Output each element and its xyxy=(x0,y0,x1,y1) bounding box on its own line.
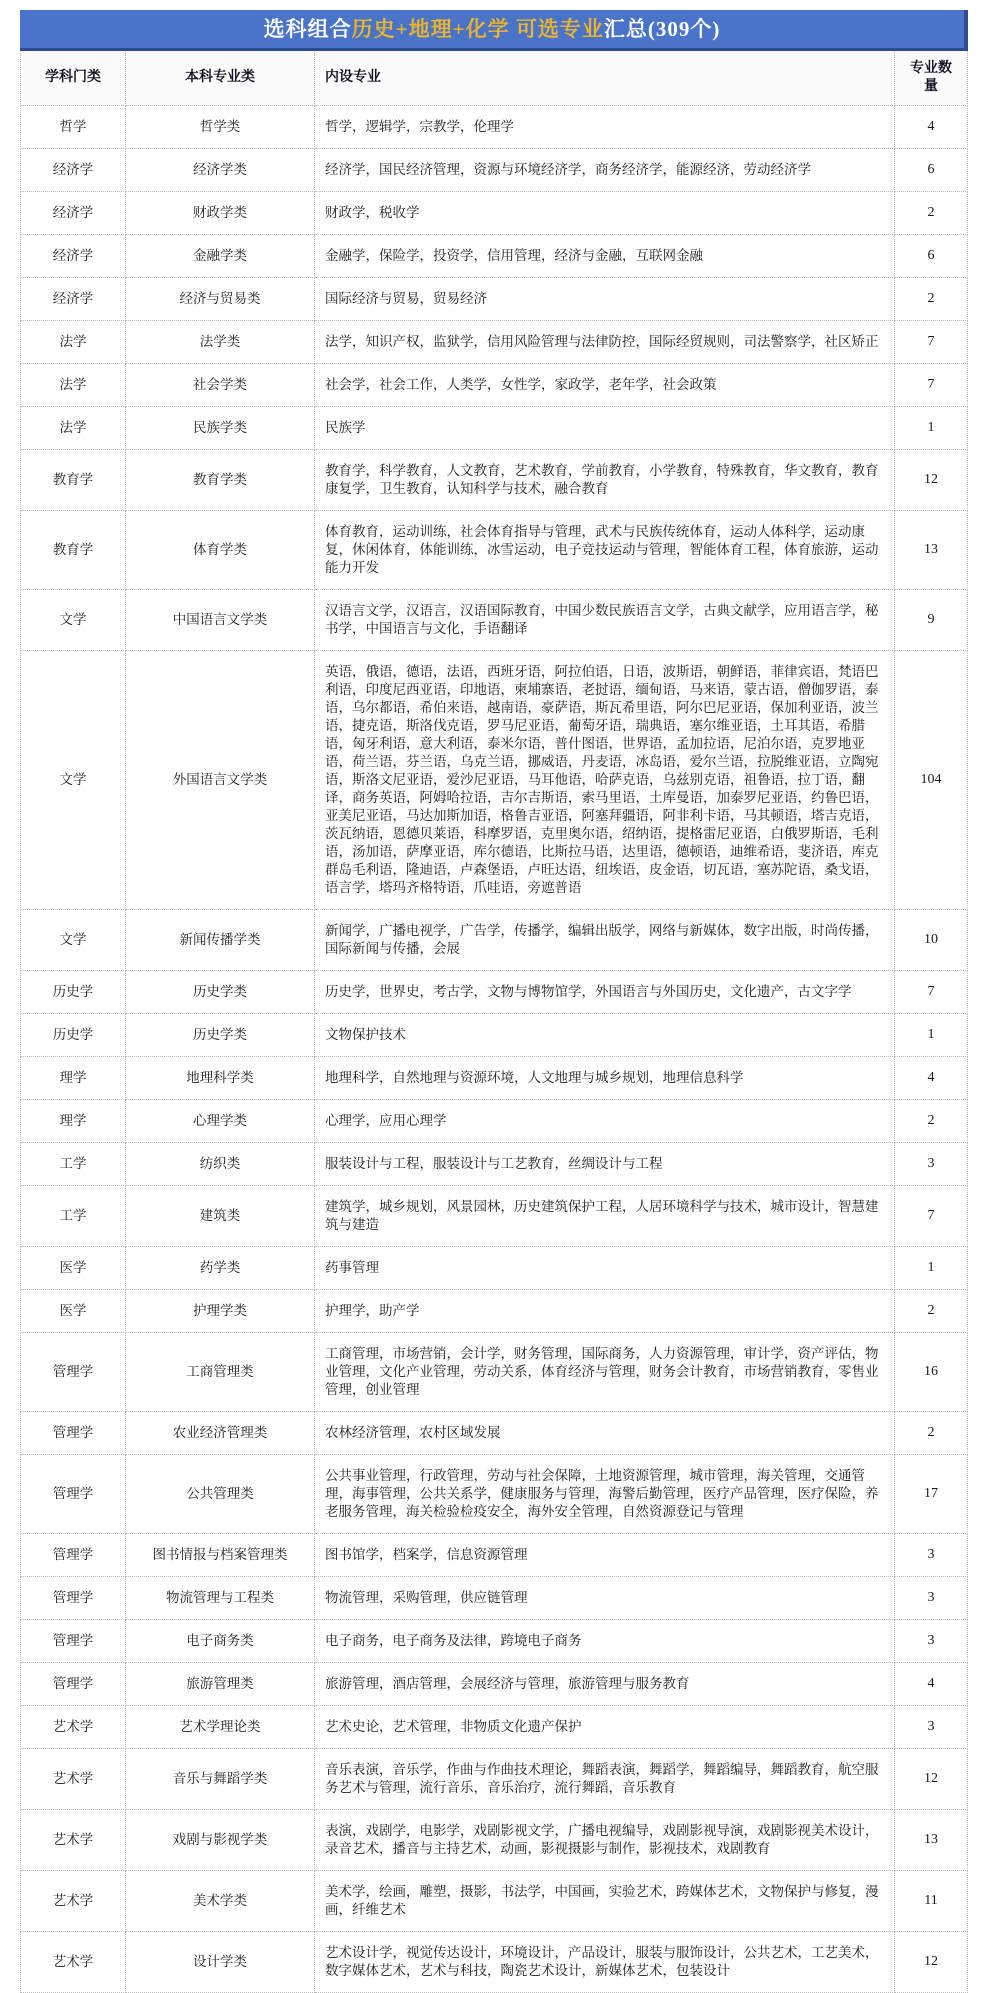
count-cell: 7 xyxy=(895,321,968,364)
category-cell: 教育学 xyxy=(21,450,126,511)
category-cell: 工学 xyxy=(21,1143,126,1186)
category-cell: 法学 xyxy=(21,407,126,450)
majors-cell: 物流管理，采购管理，供应链管理 xyxy=(315,1577,895,1620)
count-cell: 7 xyxy=(895,364,968,407)
major-class-cell: 建筑类 xyxy=(126,1186,315,1247)
major-class-cell: 金融学类 xyxy=(126,235,315,278)
category-cell: 教育学 xyxy=(21,511,126,590)
table-row xyxy=(21,407,968,450)
count-cell: 10 xyxy=(895,910,968,971)
majors-cell: 文物保护技术 xyxy=(315,1014,895,1057)
count-cell: 3 xyxy=(895,1534,968,1577)
table-row xyxy=(21,235,968,278)
table-row xyxy=(21,1186,968,1247)
table-row xyxy=(21,1871,968,1932)
majors-cell: 社会学，社会工作，人类学，女性学，家政学，老年学，社会政策 xyxy=(315,364,895,407)
major-class-cell: 音乐与舞蹈学类 xyxy=(126,1749,315,1810)
count-cell: 1 xyxy=(895,407,968,450)
majors-cell: 电子商务，电子商务及法律，跨境电子商务 xyxy=(315,1620,895,1663)
majors-summary-page xyxy=(20,10,968,1993)
table-row xyxy=(21,1810,968,1871)
category-cell: 哲学 xyxy=(21,106,126,149)
count-cell: 13 xyxy=(895,1810,968,1871)
table-row xyxy=(21,1290,968,1333)
count-cell: 12 xyxy=(895,1932,968,1993)
count-cell: 1 xyxy=(895,1014,968,1057)
major-class-cell: 农业经济管理类 xyxy=(126,1412,315,1455)
category-cell: 医学 xyxy=(21,1247,126,1290)
table-row xyxy=(21,106,968,149)
category-cell: 艺术学 xyxy=(21,1706,126,1749)
majors-cell: 工商管理，市场营销，会计学，财务管理，国际商务，人力资源管理，审计学，资产评估，物业管理，文化产业管理，劳动关系，体育经济与管理，财务会计教育，市场营销教育，零售业管理，创业管理 xyxy=(315,1333,895,1412)
majors-cell: 法学，知识产权，监狱学，信用风险管理与法律防控，国际经贸规则，司法警察学，社区矫正 xyxy=(315,321,895,364)
major-class-cell: 电子商务类 xyxy=(126,1620,315,1663)
major-class-cell: 历史学类 xyxy=(126,971,315,1014)
major-class-cell: 公共管理类 xyxy=(126,1455,315,1534)
major-class-cell: 法学类 xyxy=(126,321,315,364)
count-cell: 12 xyxy=(895,1749,968,1810)
major-class-cell: 药学类 xyxy=(126,1247,315,1290)
major-class-cell: 旅游管理类 xyxy=(126,1663,315,1706)
major-class-cell: 经济与贸易类 xyxy=(126,278,315,321)
majors-cell: 历史学，世界史，考古学，文物与博物馆学，外国语言与外国历史，文化遗产，古文字学 xyxy=(315,971,895,1014)
count-cell: 7 xyxy=(895,1186,968,1247)
table-row xyxy=(21,278,968,321)
category-cell: 医学 xyxy=(21,1290,126,1333)
majors-cell: 旅游管理，酒店管理，会展经济与管理，旅游管理与服务教育 xyxy=(315,1663,895,1706)
majors-cell: 公共事业管理，行政管理，劳动与社会保障，土地资源管理，城市管理，海关管理，交通管理，海事管理，公共关系学，健康服务与管理，海警后勤管理，医疗产品管理，医疗保险，养老服务管理，海关检验检疫安全，海外安全管理，自然资源登记与管理 xyxy=(315,1455,895,1534)
count-cell: 2 xyxy=(895,192,968,235)
count-cell: 12 xyxy=(895,450,968,511)
table-row xyxy=(21,1577,968,1620)
majors-table xyxy=(20,51,968,1993)
count-cell: 3 xyxy=(895,1706,968,1749)
category-cell: 经济学 xyxy=(21,192,126,235)
major-class-cell: 经济学类 xyxy=(126,149,315,192)
count-cell: 6 xyxy=(895,149,968,192)
majors-cell: 汉语言文学，汉语言，汉语国际教育，中国少数民族语言文学，古典文献学，应用语言学，秘书学，中国语言与文化，手语翻译 xyxy=(315,590,895,651)
major-class-cell: 戏剧与影视学类 xyxy=(126,1810,315,1871)
category-cell: 艺术学 xyxy=(21,1932,126,1993)
major-class-cell: 物流管理与工程类 xyxy=(126,1577,315,1620)
category-cell: 管理学 xyxy=(21,1577,126,1620)
table-row xyxy=(21,1333,968,1412)
category-cell: 工学 xyxy=(21,1186,126,1247)
majors-cell: 艺术设计学，视觉传达设计，环境设计，产品设计，服装与服饰设计，公共艺术，工艺美术，数字媒体艺术，艺术与科技，陶瓷艺术设计，新媒体艺术，包装设计 xyxy=(315,1932,895,1993)
majors-cell: 哲学，逻辑学，宗教学，伦理学 xyxy=(315,106,895,149)
majors-cell: 国际经济与贸易，贸易经济 xyxy=(315,278,895,321)
majors-cell: 建筑学，城乡规划，风景园林，历史建筑保护工程，人居环境科学与技术，城市设计，智慧建筑与建造 xyxy=(315,1186,895,1247)
majors-cell: 美术学，绘画，雕塑，摄影，书法学，中国画，实验艺术，跨媒体艺术，文物保护与修复，漫画，纤维艺术 xyxy=(315,1871,895,1932)
category-cell: 艺术学 xyxy=(21,1810,126,1871)
count-cell: 16 xyxy=(895,1333,968,1412)
table-row xyxy=(21,1534,968,1577)
table-row xyxy=(21,1100,968,1143)
title-segment: 选科组合 xyxy=(263,17,352,41)
category-cell: 文学 xyxy=(21,590,126,651)
count-cell: 2 xyxy=(895,1290,968,1333)
column-header-1: 学科门类 xyxy=(21,51,126,106)
majors-cell: 心理学，应用心理学 xyxy=(315,1100,895,1143)
major-class-cell: 新闻传播学类 xyxy=(126,910,315,971)
column-header-2: 本科专业类 xyxy=(126,51,315,106)
table-row xyxy=(21,1749,968,1810)
table-row xyxy=(21,1706,968,1749)
major-class-cell: 地理科学类 xyxy=(126,1057,315,1100)
count-cell: 2 xyxy=(895,1412,968,1455)
majors-cell: 艺术史论，艺术管理，非物质文化遗产保护 xyxy=(315,1706,895,1749)
majors-cell: 地理科学，自然地理与资源环境，人文地理与城乡规划，地理信息科学 xyxy=(315,1057,895,1100)
table-row xyxy=(21,651,968,910)
count-cell: 104 xyxy=(895,651,968,910)
category-cell: 艺术学 xyxy=(21,1871,126,1932)
table-row xyxy=(21,1663,968,1706)
category-cell: 理学 xyxy=(21,1057,126,1100)
majors-cell: 药事管理 xyxy=(315,1247,895,1290)
category-cell: 艺术学 xyxy=(21,1749,126,1810)
majors-cell: 音乐表演，音乐学，作曲与作曲技术理论，舞蹈表演，舞蹈学，舞蹈编导，舞蹈教育，航空服务艺术与管理，流行音乐，音乐治疗，流行舞蹈，音乐教育 xyxy=(315,1749,895,1810)
table-row xyxy=(21,1143,968,1186)
major-class-cell: 历史学类 xyxy=(126,1014,315,1057)
majors-cell: 护理学，助产学 xyxy=(315,1290,895,1333)
table-row xyxy=(21,1057,968,1100)
major-class-cell: 美术学类 xyxy=(126,1871,315,1932)
count-cell: 6 xyxy=(895,235,968,278)
category-cell: 历史学 xyxy=(21,971,126,1014)
majors-cell: 金融学，保险学，投资学，信用管理，经济与金融，互联网金融 xyxy=(315,235,895,278)
category-cell: 历史学 xyxy=(21,1014,126,1057)
category-cell: 管理学 xyxy=(21,1412,126,1455)
category-cell: 经济学 xyxy=(21,278,126,321)
majors-cell: 民族学 xyxy=(315,407,895,450)
count-cell: 9 xyxy=(895,590,968,651)
count-cell: 3 xyxy=(895,1143,968,1186)
major-class-cell: 心理学类 xyxy=(126,1100,315,1143)
count-cell: 4 xyxy=(895,106,968,149)
column-header-4: 专业数量 xyxy=(895,51,968,106)
count-cell: 3 xyxy=(895,1577,968,1620)
major-class-cell: 民族学类 xyxy=(126,407,315,450)
major-class-cell: 护理学类 xyxy=(126,1290,315,1333)
major-class-cell: 社会学类 xyxy=(126,364,315,407)
category-cell: 文学 xyxy=(21,910,126,971)
category-cell: 管理学 xyxy=(21,1455,126,1534)
count-cell: 11 xyxy=(895,1871,968,1932)
category-cell: 理学 xyxy=(21,1100,126,1143)
table-row xyxy=(21,149,968,192)
category-cell: 管理学 xyxy=(21,1620,126,1663)
table-row xyxy=(21,590,968,651)
category-cell: 管理学 xyxy=(21,1333,126,1412)
table-row xyxy=(21,450,968,511)
major-class-cell: 艺术学理论类 xyxy=(126,1706,315,1749)
majors-cell: 体育教育，运动训练，社会体育指导与管理，武术与民族传统体育，运动人体科学，运动康复，休闲体育，体能训练，冰雪运动，电子竞技运动与管理，智能体育工程，体育旅游，运动能力开发 xyxy=(315,511,895,590)
table-row xyxy=(21,321,968,364)
count-cell: 2 xyxy=(895,278,968,321)
title-highlight-segment: 历史+地理+化学 可选专业 xyxy=(351,17,604,41)
majors-cell: 教育学，科学教育，人文教育，艺术教育，学前教育，小学教育，特殊教育，华文教育，教育康复学，卫生教育，认知科学与技术，融合教育 xyxy=(315,450,895,511)
count-cell: 17 xyxy=(895,1455,968,1534)
major-class-cell: 体育学类 xyxy=(126,511,315,590)
table-header-row xyxy=(21,51,968,106)
majors-cell: 农林经济管理，农村区域发展 xyxy=(315,1412,895,1455)
majors-cell: 财政学，税收学 xyxy=(315,192,895,235)
table-row xyxy=(21,364,968,407)
major-class-cell: 哲学类 xyxy=(126,106,315,149)
category-cell: 法学 xyxy=(21,364,126,407)
category-cell: 法学 xyxy=(21,321,126,364)
majors-cell: 图书馆学，档案学，信息资源管理 xyxy=(315,1534,895,1577)
column-header-3: 内设专业 xyxy=(315,51,895,106)
major-class-cell: 图书情报与档案管理类 xyxy=(126,1534,315,1577)
count-cell: 2 xyxy=(895,1100,968,1143)
count-cell: 7 xyxy=(895,971,968,1014)
majors-cell: 服装设计与工程，服装设计与工艺教育，丝绸设计与工程 xyxy=(315,1143,895,1186)
category-cell: 管理学 xyxy=(21,1534,126,1577)
table-row xyxy=(21,1247,968,1290)
page-title xyxy=(20,10,968,51)
table-row xyxy=(21,1932,968,1993)
major-class-cell: 财政学类 xyxy=(126,192,315,235)
major-class-cell: 纺织类 xyxy=(126,1143,315,1186)
category-cell: 经济学 xyxy=(21,235,126,278)
table-row xyxy=(21,1014,968,1057)
count-cell: 4 xyxy=(895,1057,968,1100)
table-row xyxy=(21,511,968,590)
count-cell: 4 xyxy=(895,1663,968,1706)
table-row xyxy=(21,1455,968,1534)
category-cell: 文学 xyxy=(21,651,126,910)
table-row xyxy=(21,1620,968,1663)
table-row xyxy=(21,192,968,235)
major-class-cell: 设计学类 xyxy=(126,1932,315,1993)
table-row xyxy=(21,910,968,971)
major-class-cell: 外国语言文学类 xyxy=(126,651,315,910)
major-class-cell: 工商管理类 xyxy=(126,1333,315,1412)
table-row xyxy=(21,971,968,1014)
majors-cell: 新闻学，广播电视学，广告学，传播学，编辑出版学，网络与新媒体，数字出版，时尚传播，国际新闻与传播，会展 xyxy=(315,910,895,971)
count-cell: 13 xyxy=(895,511,968,590)
majors-cell: 英语，俄语，德语，法语，西班牙语，阿拉伯语，日语，波斯语，朝鲜语，菲律宾语，梵语巴利语，印度尼西亚语，印地语，柬埔寨语，老挝语，缅甸语，马来语，蒙古语，僧伽罗语，泰语，乌尔都语，希伯来语，越南语，豪萨语，斯瓦希里语，阿尔巴尼亚语，保加利亚语，波兰语，捷克语，斯洛伐克语，罗马尼亚语，葡萄牙语，瑞典语，塞尔维亚语，土耳其语，希腊语，匈牙利语，意大利语，泰米尔语，普什图语，世界语，孟加拉语，尼泊尔语，克罗地亚语，荷兰语，芬兰语，乌克兰语，挪威语，丹麦语，冰岛语，爱尔兰语，拉脱维亚语，立陶宛语，斯洛文尼亚语，爱沙尼亚语，马耳他语，哈萨克语，乌兹别克语，祖鲁语，拉丁语，翻译，商务英语，阿姆哈拉语，吉尔吉斯语，索马里语，土库曼语，加泰罗尼亚语，约鲁巴语，亚美尼亚语，马达加斯加语，格鲁吉亚语，阿塞拜疆语，阿非利卡语，马其顿语，塔吉克语，茨瓦纳语，恩德贝莱语，科摩罗语，克里奥尔语，绍纳语，提格雷尼亚语，白俄罗斯语，毛利语，汤加语，萨摩亚语，库尔德语，比斯拉马语，达里语，德顿语，迪维希语，斐济语，库克群岛毛利语，隆迪语，卢森堡语，卢旺达语，纽埃语，皮金语，切瓦语，塞苏陀语，桑戈语，语言学，塔玛齐格特语，爪哇语，旁遮普语 xyxy=(315,651,895,910)
category-cell: 经济学 xyxy=(21,149,126,192)
major-class-cell: 教育学类 xyxy=(126,450,315,511)
majors-cell: 表演，戏剧学，电影学，戏剧影视文学，广播电视编导，戏剧影视导演，戏剧影视美术设计，录音艺术，播音与主持艺术，动画，影视摄影与制作，影视技术，戏剧教育 xyxy=(315,1810,895,1871)
table-row xyxy=(21,1412,968,1455)
category-cell: 管理学 xyxy=(21,1663,126,1706)
majors-cell: 经济学，国民经济管理，资源与环境经济学，商务经济学，能源经济，劳动经济学 xyxy=(315,149,895,192)
major-class-cell: 中国语言文学类 xyxy=(126,590,315,651)
title-segment: 汇总(309个) xyxy=(603,17,721,41)
count-cell: 1 xyxy=(895,1247,968,1290)
count-cell: 3 xyxy=(895,1620,968,1663)
